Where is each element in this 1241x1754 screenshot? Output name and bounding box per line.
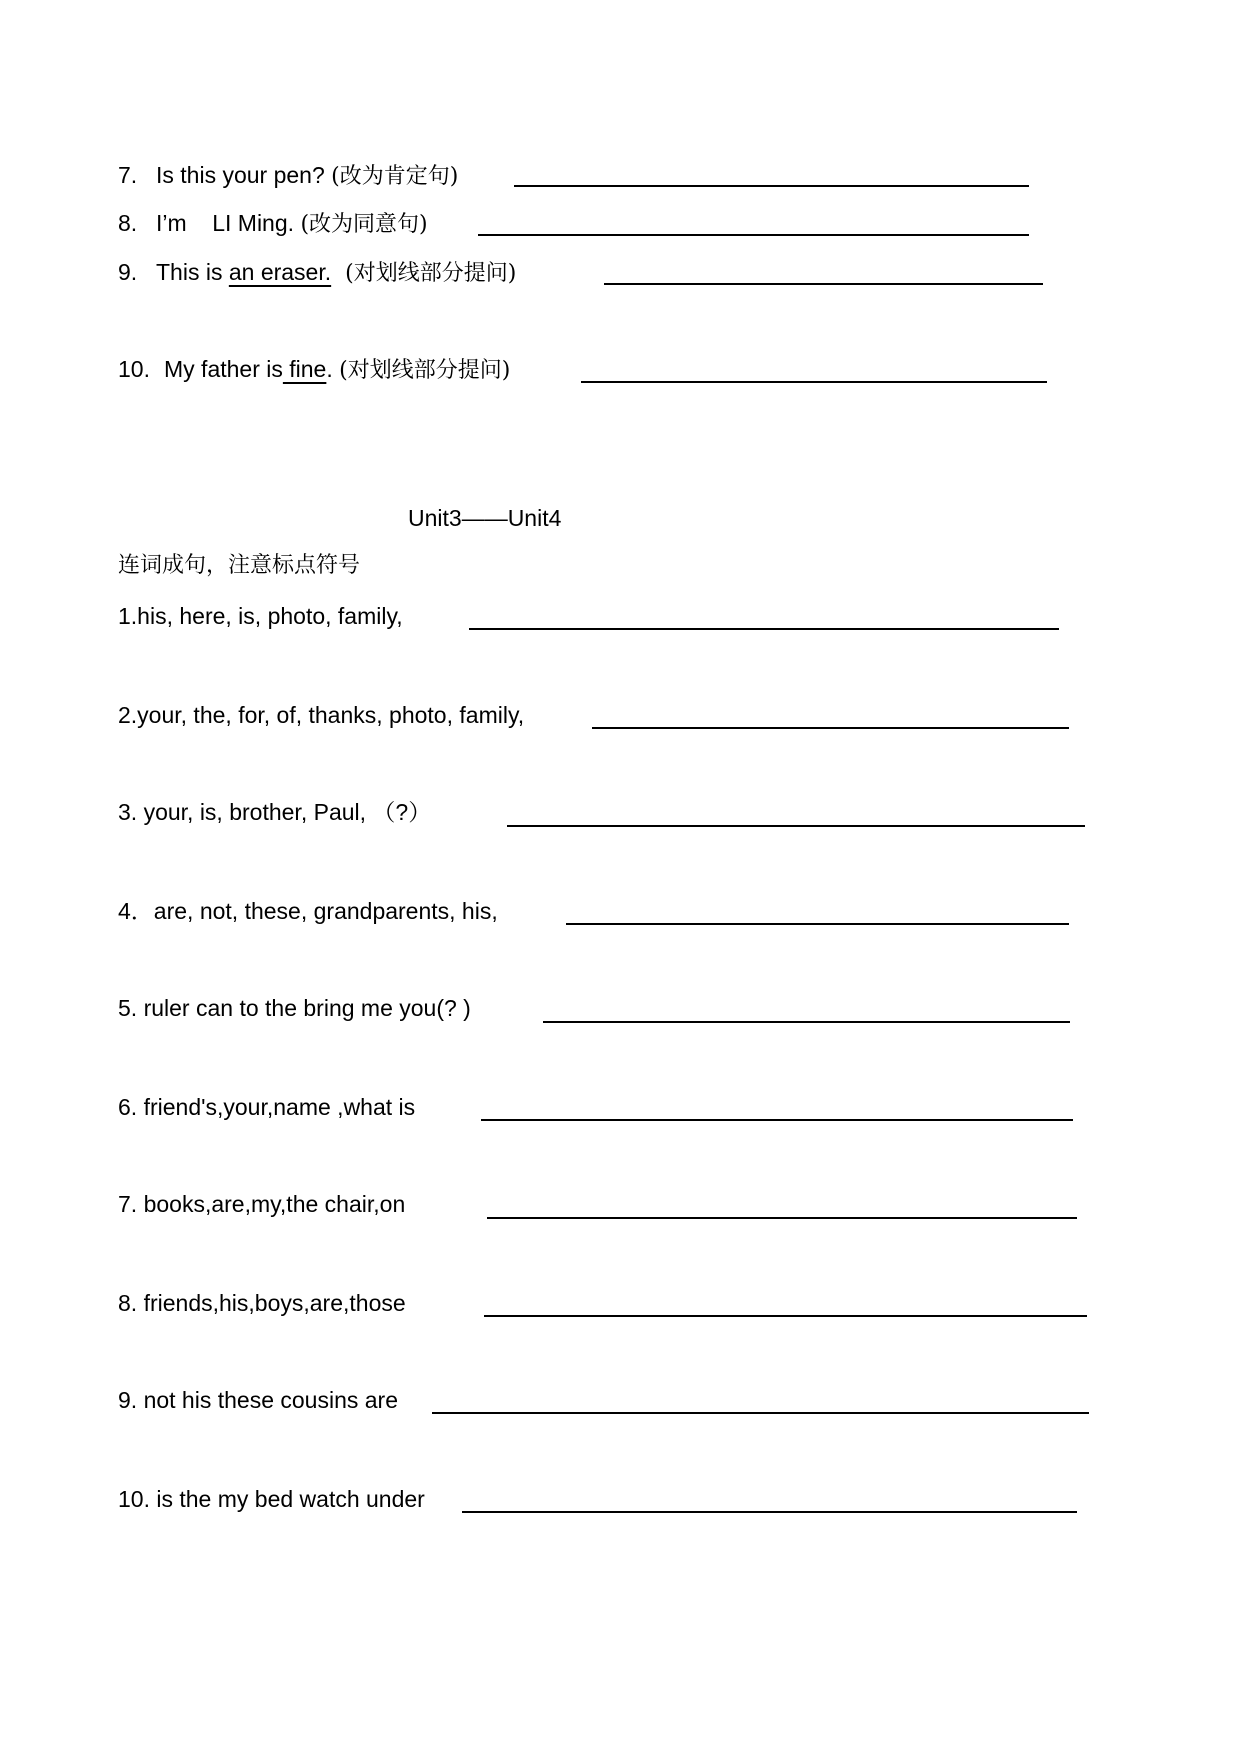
answer-blank-9[interactable] <box>604 283 1043 285</box>
answer-blank-10[interactable] <box>581 381 1047 383</box>
question-text-end: . <box>326 356 340 382</box>
question-text: My father is <box>164 356 283 382</box>
list-item: 2.your, the, for, of, thanks, photo, family, <box>118 702 525 728</box>
answer-blank[interactable] <box>484 1315 1087 1317</box>
section-instruction: 连词成句，注意标点符号 <box>118 553 361 578</box>
instruction-note: (对划线部分提问) <box>339 358 511 383</box>
answer-blank[interactable] <box>507 825 1085 827</box>
answer-blank[interactable] <box>432 1412 1089 1414</box>
question-7 <box>118 164 458 188</box>
question-text: This is <box>156 259 229 285</box>
list-item: 4．are, not, these, grandparents, his, <box>118 898 498 924</box>
answer-blank[interactable] <box>487 1217 1077 1219</box>
question-text: I’m LI Ming. <box>156 210 301 236</box>
question-text: Is this your pen? <box>156 162 332 188</box>
question-number: 10. <box>118 356 150 382</box>
answer-blank-8[interactable] <box>478 234 1029 236</box>
question-8 <box>118 212 428 236</box>
section-heading: Unit3——Unit4 <box>408 505 562 531</box>
question-number: 9. <box>118 259 138 285</box>
instruction-note: (改为同意句) <box>300 212 428 237</box>
list-item: 6. friend's,your,name ,what is <box>118 1094 416 1120</box>
question-9 <box>118 261 516 285</box>
list-item: 3. your, is, brother, Paul, （?） <box>118 799 432 825</box>
answer-blank-7[interactable] <box>514 185 1029 187</box>
list-item: 5. ruler can to the bring me you(? ) <box>118 995 471 1021</box>
answer-blank[interactable] <box>469 628 1059 630</box>
list-item: 7. books,are,my,the chair,on <box>118 1191 406 1217</box>
instruction-note: (对划线部分提问) <box>331 261 517 286</box>
instruction-note: (改为肯定句) <box>331 164 459 189</box>
answer-blank[interactable] <box>481 1119 1073 1121</box>
answer-blank[interactable] <box>543 1021 1070 1023</box>
question-number: 8. <box>118 210 138 236</box>
list-item: 9. not his these cousins are <box>118 1387 398 1413</box>
underlined-phrase: an eraser. <box>228 259 332 285</box>
answer-blank[interactable] <box>592 727 1069 729</box>
list-item: 1.his, here, is, photo, family, <box>118 603 403 629</box>
answer-blank[interactable] <box>462 1511 1077 1513</box>
question-10 <box>118 358 510 382</box>
list-item: 8. friends,his,boys,are,those <box>118 1290 406 1316</box>
list-item: 10. is the my bed watch under <box>118 1486 425 1512</box>
answer-blank[interactable] <box>566 923 1069 925</box>
underlined-phrase: fine <box>282 356 327 382</box>
question-number: 7. <box>118 162 138 188</box>
